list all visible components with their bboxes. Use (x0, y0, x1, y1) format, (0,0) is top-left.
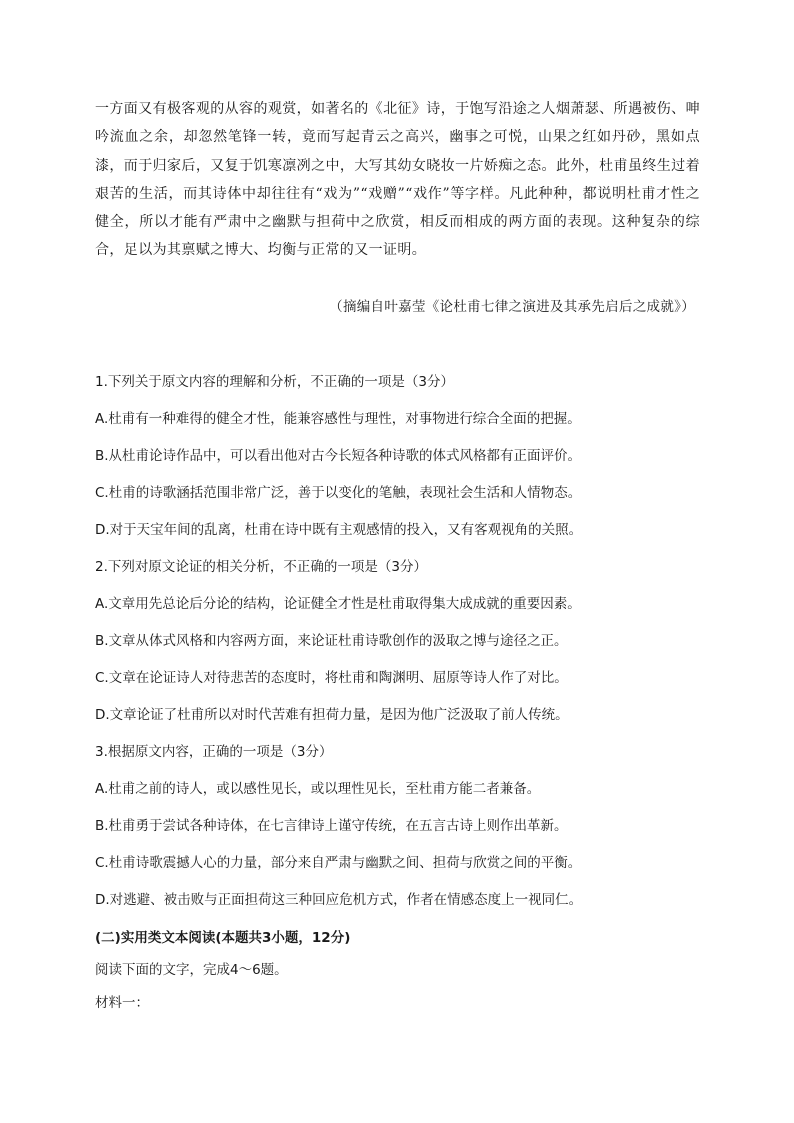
question-2-option-c: C.文章在论证诗人对待悲苦的态度时，将杜甫和陶渊明、屈原等诗人作了对比。 (95, 670, 568, 686)
question-2-option-a: A.文章用先总论后分论的结构，论证健全才性是杜甫取得集大成成就的重要因素。 (95, 596, 581, 612)
material-label: 材料一： (95, 995, 149, 1011)
question-3-option-a: A.杜甫之前的诗人，或以感性见长，或以理性见长，至杜甫方能二者兼备。 (95, 781, 541, 797)
question-3-stem: 3.根据原文内容，正确的一项是（3分） (95, 744, 333, 760)
question-3-option-d: D.对逃避、被击败与正面担荷这三种回应危机方式，作者在情感态度上一视同仁。 (95, 892, 583, 908)
question-1-stem: 1.下列关于原文内容的理解和分析，不正确的一项是（3分） (95, 374, 454, 390)
passage-paragraph: 一方面又有极客观的从容的观赏，如著名的《北征》诗，于饱写沿途之人烟萧瑟、所遇被伤、呻吟流血之余，却忽然笔锋一转，竟而写起青云之高兴，幽事之可悦，山果之红如丹砂，黑如点漆，而于归家后，又复于饥寒凛冽之中，大写其幼女晓妆一片娇痴之态。此外，杜甫虽终生过着艰苦的生活，而其诗体中却往往有“戏为”“戏赠”“戏作”等字样。凡此种种，都说明杜甫才性之健全，所以才能有严肃中之幽默与担荷中之欣赏，相反而相成的两方面的表现。这种复杂的综合，足以为其禀赋之博大、均衡与正常的又一证明。 (95, 101, 700, 259)
question-1-option-c: C.杜甫的诗歌涵括范围非常广泛，善于以变化的笔触，表现社会生活和人情物态。 (95, 485, 582, 501)
question-1-option-b: B.从杜甫论诗作品中，可以看出他对古今长短各种诗歌的体式风格都有正面评价。 (95, 448, 582, 464)
question-3-option-b: B.杜甫勇于尝试各种诗体，在七言律诗上谨守传统，在五言古诗上则作出革新。 (95, 818, 568, 834)
question-2-option-b: B.文章从体式风格和内容两方面，来论证杜甫诗歌创作的汲取之博与途径之正。 (95, 633, 568, 649)
reading-passage (95, 95, 700, 265)
section-instruction: 阅读下面的文字，完成4～6题。 (95, 962, 288, 978)
question-2-stem: 2.下列对原文论证的相关分析，不正确的一项是（3分） (95, 559, 427, 575)
question-3-option-c: C.杜甫诗歌震撼人心的力量，部分来自严肃与幽默之间、担荷与欣赏之间的平衡。 (95, 855, 582, 871)
question-1-option-d: D.对于天宝年间的乱离，杜甫在诗中既有主观感情的投入，又有客观视角的关照。 (95, 522, 583, 538)
question-1-option-a: A.杜甫有一种难得的健全才性，能兼容感性与理性，对事物进行综合全面的把握。 (95, 411, 581, 427)
passage-source-citation: （摘编自叶嘉莹《论杜甫七律之演进及其承先启后之成就》） (329, 299, 695, 315)
question-2-option-d: D.文章论证了杜甫所以对时代苦难有担荷力量，是因为他广泛汲取了前人传统。 (95, 707, 569, 723)
section-heading: (二)实用类文本阅读(本题共3小题，12分) (95, 930, 351, 946)
